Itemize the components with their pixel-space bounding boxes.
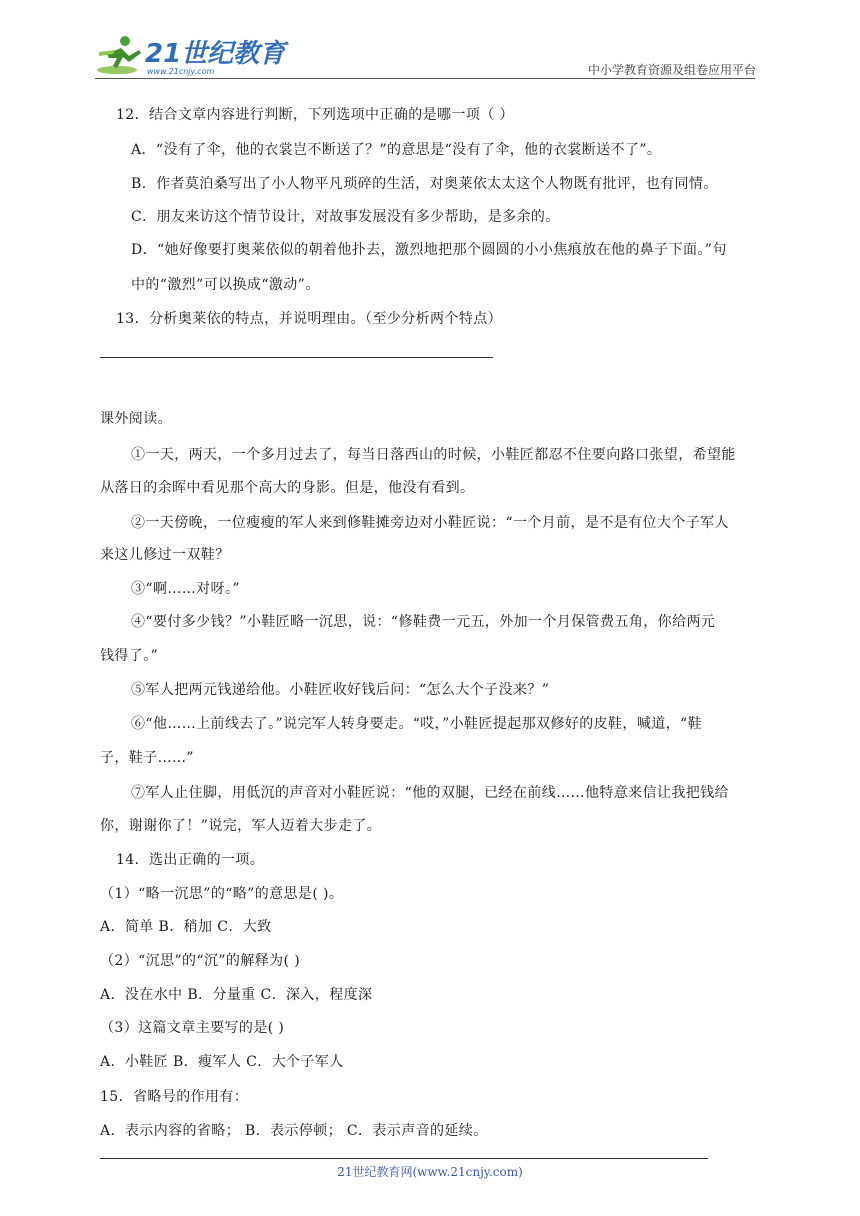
site-logo <box>95 32 286 82</box>
paragraph-6-line1: ⑥“他……上前线去了。”说完军人转身要走。“哎，”小鞋匠提起那双修好的皮鞋，喊道，“鞋 <box>131 716 702 732</box>
svg-text:www.21cnjy.com: www.21cnjy.com <box>147 67 215 76</box>
runner-logo-icon <box>95 32 286 82</box>
q14-sub2-options: A．没在水中 B．分量重 C．深入，程度深 <box>100 987 373 1003</box>
paragraph-1-line2: 从落日的余晖中看见那个高大的身影。但是，他没有看到。 <box>100 480 475 496</box>
platform-name: 中小学教育资源及组卷应用平台 <box>587 63 756 77</box>
q12-stem: 12．结合文章内容进行判断，下列选项中正确的是哪一项（ ） <box>116 107 514 123</box>
q15-stem: 15．省略号的作用有： <box>100 1089 249 1105</box>
paragraph-2-line2: 来这儿修过一双鞋？ <box>100 547 230 563</box>
paragraph-7-line2: 你，谢谢你了！”说完，军人迈着大步走了。 <box>100 818 382 834</box>
q14-sub1: （1）“略一沉思”的“略”的意思是( )。 <box>100 886 344 902</box>
q14-sub3: （3）这篇文章主要写的是( ) <box>100 1020 285 1036</box>
q14-stem: 14．选出正确的一项。 <box>116 852 265 868</box>
svg-text:21世纪教育: 21世纪教育 <box>145 39 286 69</box>
q14-sub3-options: A．小鞋匠 B．瘦军人 C．大个子军人 <box>100 1054 344 1070</box>
reading-title: 课外阅读。 <box>100 411 172 427</box>
paragraph-4-line1: ④“要付多少钱？”小鞋匠略一沉思，说：“修鞋费一元五，外加一个月保管费五角，你给两元 <box>131 614 716 630</box>
q13-stem: 13．分析奥莱依的特点，并说明理由。（至少分析两个特点） <box>116 311 503 327</box>
paragraph-7-line1: ⑦军人止住脚，用低沉的声音对小鞋匠说：“他的双腿，已经在前线……他特意来信让我把钱给 <box>131 785 729 801</box>
q12-option-d-line1: D．“她好像要打奥莱依似的朝着他扑去，激烈地把那个圆圆的小小焦痕放在他的鼻子下面。”句 <box>131 242 727 258</box>
q12-option-a: A．“没有了伞，他的衣裳岂不断送了？”的意思是“没有了伞，他的衣裳断送不了”。 <box>131 142 662 158</box>
paragraph-5: ⑤军人把两元钱递给他。小鞋匠收好钱后问：“怎么大个子没来？” <box>131 682 550 698</box>
paragraph-2-line1: ②一天傍晚，一位瘦瘦的军人来到修鞋摊旁边对小鞋匠说：“一个月前，是不是有位大个子军人 <box>131 515 729 531</box>
paragraph-1-line1: ①一天，两天，一个多月过去了，每当日落西山的时候，小鞋匠都忍不住要向路口张望，希望能 <box>131 447 736 463</box>
q14-sub1-options: A．简单 B．稍加 C．大致 <box>100 919 272 935</box>
paragraph-3: ③“啊……对呀。” <box>131 581 240 597</box>
paragraph-4-line2: 钱得了。” <box>100 648 159 664</box>
footer-divider <box>100 1158 708 1159</box>
paragraph-6-line2: 子，鞋子……” <box>100 750 194 766</box>
q13-answer-line <box>100 357 493 358</box>
q12-option-c: C．朋友来访这个情节设计，对故事发展没有多少帮助，是多余的。 <box>131 209 560 225</box>
q12-option-b: B．作者莫泊桑写出了小人物平凡琐碎的生活，对奥莱依太太这个人物既有批评，也有同情。 <box>131 176 718 192</box>
header-divider <box>95 78 755 79</box>
q12-option-d-line2: 中的“激烈”可以换成“激动”。 <box>131 277 320 293</box>
footer-link[interactable]: 21世纪教育网(www.21cnjy.com) <box>337 1165 523 1179</box>
q14-sub2: （2）“沉思”的“沉”的解释为( ) <box>100 953 301 969</box>
q15-options: A．表示内容的省略； B．表示停顿； C．表示声音的延续。 <box>100 1123 488 1139</box>
